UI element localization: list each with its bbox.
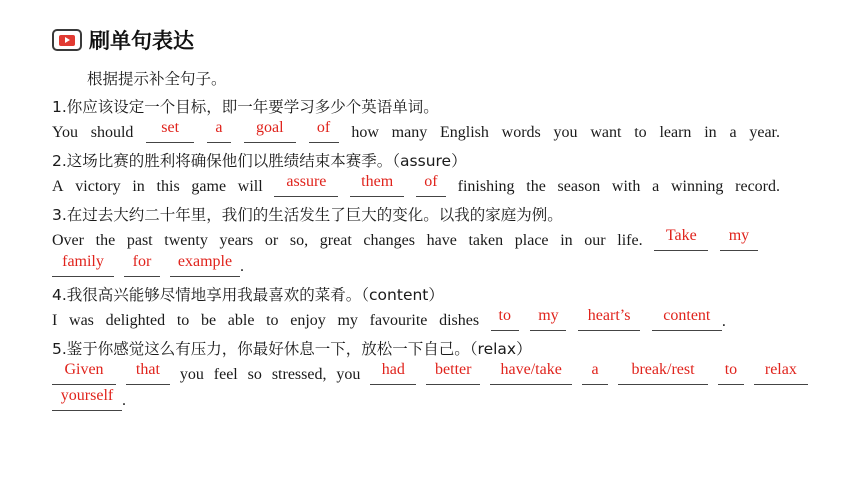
answer-blank	[582, 362, 608, 385]
answer-blank	[754, 362, 808, 385]
word: enjoy	[290, 312, 326, 329]
q2-prompt: 2.这场比赛的胜利将确保他们以胜绩结束本赛季。（assure）	[52, 152, 467, 170]
word: finishing	[457, 178, 515, 195]
answer-blank	[52, 254, 114, 277]
word: twenty	[164, 232, 208, 249]
word: feel	[213, 366, 238, 383]
word: great	[319, 232, 352, 249]
answer-blank	[370, 362, 416, 385]
word: words	[501, 124, 541, 141]
answer-text: a	[215, 119, 223, 136]
answer-blank	[244, 120, 296, 143]
word: A	[52, 178, 64, 195]
word: was	[69, 312, 94, 329]
answer-text: better	[435, 361, 472, 378]
answer-blank	[146, 120, 194, 143]
q3-sentence	[52, 227, 758, 253]
q2-sentence	[52, 173, 780, 199]
word: to	[634, 124, 647, 141]
word: you	[336, 366, 361, 383]
answer-blank	[720, 228, 758, 251]
q4-prompt: 4.我很高兴能够尽情地享用我最喜欢的菜肴。（content）	[52, 286, 444, 304]
answer-blank	[350, 174, 404, 197]
answer-text: heart’s	[587, 307, 631, 324]
answer-blank	[274, 174, 338, 197]
word: how	[351, 124, 379, 141]
word: will	[237, 178, 263, 195]
word: a	[729, 124, 737, 141]
q5-sentence	[52, 361, 808, 387]
word: many	[391, 124, 428, 141]
answer-blank	[491, 308, 519, 331]
word: have	[426, 232, 457, 249]
word: taken	[468, 232, 504, 249]
word: the	[95, 232, 116, 249]
q3-sentence-cont	[52, 253, 244, 279]
word: Over	[52, 232, 84, 249]
period: .	[240, 258, 244, 275]
answer-text: family	[62, 253, 104, 270]
word: winning	[670, 178, 724, 195]
word: to	[266, 312, 279, 329]
answer-text: have/take	[500, 361, 562, 378]
answer-blank	[618, 362, 708, 385]
answer-blank	[126, 362, 170, 385]
answer-text: that	[135, 361, 160, 378]
answer-text: my	[728, 227, 750, 244]
word: English	[439, 124, 489, 141]
word: with	[611, 178, 641, 195]
video-play-icon	[52, 29, 82, 51]
q3-prompt: 3.在过去大约二十年里，我们的生活发生了巨大的变化。以我的家庭为例。	[52, 206, 563, 224]
answer-text: yourself	[60, 387, 114, 404]
word: this	[156, 178, 180, 195]
word: stressed,	[271, 366, 327, 383]
period: .	[122, 392, 126, 409]
answer-blank	[124, 254, 160, 277]
q5-sentence-cont	[52, 387, 126, 413]
answer-blank	[207, 120, 231, 143]
answer-blank	[52, 362, 116, 385]
word: place	[514, 232, 549, 249]
period: .	[721, 313, 726, 330]
answer-text: to	[724, 361, 738, 378]
q5-prompt: 5.鉴于你感觉这么有压力，你最好休息一下，放松一下自己。（relax）	[52, 340, 532, 358]
answer-blank	[416, 174, 446, 197]
word: so	[247, 366, 262, 383]
word: the	[526, 178, 546, 195]
answer-text: had	[381, 361, 405, 378]
word: I	[52, 312, 58, 329]
answer-text: Take	[665, 227, 697, 244]
word: game	[191, 178, 227, 195]
word: able	[227, 312, 255, 329]
word: to	[176, 312, 190, 329]
section-header	[52, 24, 194, 56]
answer-text: assure	[286, 173, 327, 190]
answer-text: content	[663, 307, 711, 324]
answer-text: for	[132, 253, 152, 270]
answer-text: Given	[64, 361, 104, 378]
word: victory	[75, 178, 121, 195]
answer-blank	[309, 120, 339, 143]
section-title: 刷单句表达	[89, 29, 194, 53]
word: favourite	[369, 312, 428, 329]
answer-text: my	[538, 307, 559, 324]
answer-blank	[426, 362, 480, 385]
word: record.	[735, 178, 780, 195]
answer-blank	[718, 362, 744, 385]
word: you	[179, 366, 204, 383]
answer-blank	[530, 308, 566, 331]
word: life.	[617, 232, 643, 249]
word: in	[704, 124, 717, 141]
word: season	[557, 178, 601, 195]
answer-blank	[654, 228, 708, 251]
q4-sentence	[52, 307, 726, 333]
word: dishes	[439, 312, 480, 329]
word: in	[560, 232, 573, 249]
word: my	[337, 312, 358, 329]
answer-text: them	[361, 173, 394, 190]
word: changes	[363, 232, 415, 249]
answer-text: of	[424, 173, 438, 190]
word: you	[553, 124, 578, 141]
word: be	[200, 312, 217, 329]
answer-blank	[52, 388, 122, 411]
word: year.	[749, 124, 780, 141]
q1-sentence	[52, 119, 780, 145]
word: You	[52, 124, 78, 141]
answer-text: a	[591, 361, 599, 378]
answer-text: relax	[764, 361, 797, 378]
word: should	[90, 124, 134, 141]
answer-text: break/rest	[631, 361, 695, 378]
word: a	[652, 178, 660, 195]
answer-text: example	[177, 253, 233, 270]
answer-blank	[578, 308, 640, 331]
answer-blank	[170, 254, 240, 277]
word: in	[132, 178, 145, 195]
answer-blank	[652, 308, 722, 331]
answer-text: of	[316, 119, 331, 136]
word: past	[126, 232, 153, 249]
word: so,	[289, 232, 309, 249]
word: delighted	[105, 312, 166, 329]
word: or	[264, 232, 279, 249]
word: want	[590, 124, 622, 141]
word: our	[584, 232, 606, 249]
answer-text: goal	[255, 119, 284, 136]
instruction-text: 根据提示补全句子。	[87, 70, 227, 88]
answer-text: set	[161, 119, 180, 136]
q1-prompt: 1.你应该设定一个目标，即一年要学习多少个英语单词。	[52, 98, 439, 116]
word: years	[219, 232, 254, 249]
answer-text: to	[498, 307, 511, 324]
answer-blank	[490, 362, 572, 385]
word: learn	[659, 124, 692, 141]
